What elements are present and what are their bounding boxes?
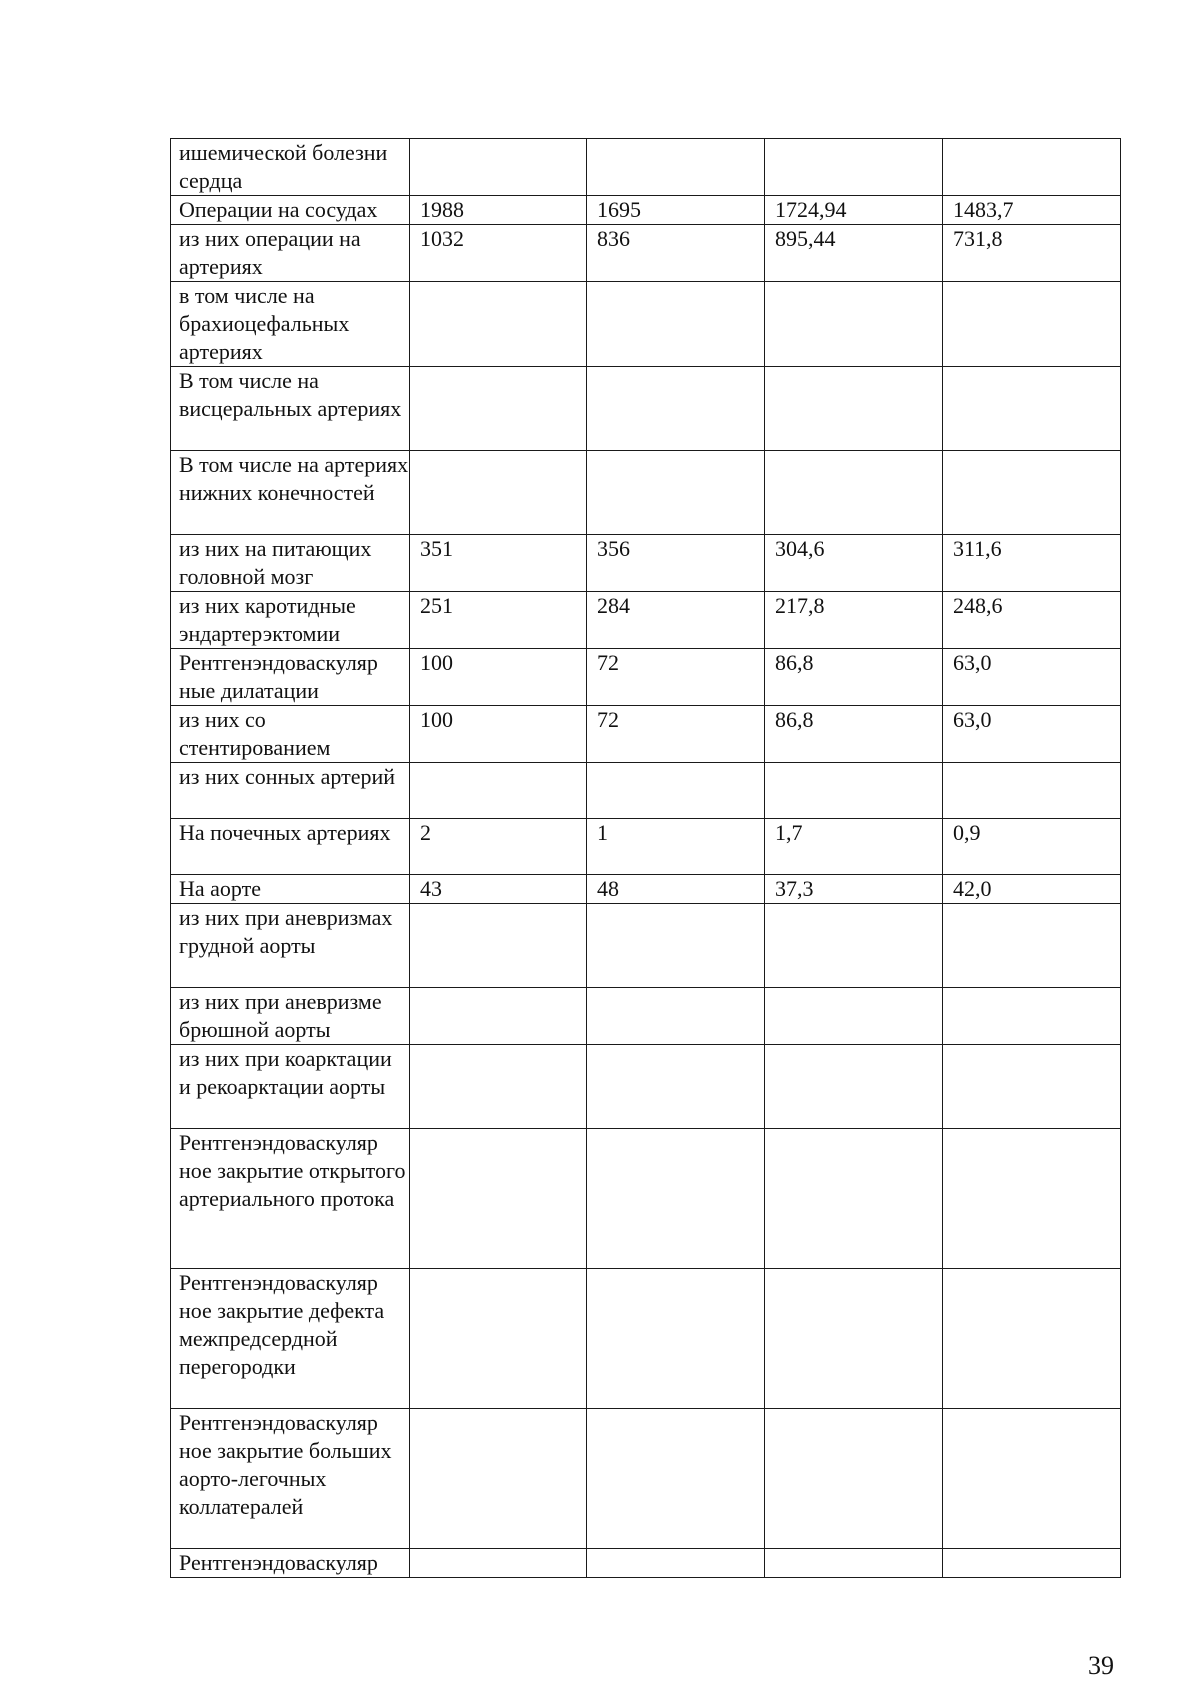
value-cell <box>765 1409 943 1549</box>
value-cell <box>587 367 765 451</box>
row-label: из них при аневризмах грудной аорты <box>171 904 410 988</box>
row-label: Рентгенэндоваскуляр ные дилатации <box>171 649 410 706</box>
row-label: из них сонных артерий <box>171 763 410 819</box>
value-cell: 304,6 <box>765 535 943 592</box>
value-cell <box>943 1549 1121 1578</box>
value-cell <box>587 1549 765 1578</box>
value-cell <box>765 1045 943 1129</box>
value-cell: 63,0 <box>943 649 1121 706</box>
value-cell <box>765 1129 943 1269</box>
row-label: Рентгенэндоваскуляр <box>171 1549 410 1578</box>
value-cell: 731,8 <box>943 225 1121 282</box>
value-cell <box>410 1409 587 1549</box>
value-cell: 1695 <box>587 196 765 225</box>
table-row <box>171 1129 1121 1269</box>
value-cell: 63,0 <box>943 706 1121 763</box>
row-label: На почечных артериях <box>171 819 410 875</box>
value-cell <box>410 1045 587 1129</box>
value-cell <box>943 988 1121 1045</box>
value-cell: 284 <box>587 592 765 649</box>
row-label: В том числе на висцеральных артериях <box>171 367 410 451</box>
value-cell: 251 <box>410 592 587 649</box>
value-cell: 86,8 <box>765 649 943 706</box>
value-cell <box>587 1129 765 1269</box>
value-cell <box>943 1409 1121 1549</box>
table-row <box>171 904 1121 988</box>
value-cell <box>410 282 587 367</box>
value-cell <box>765 988 943 1045</box>
value-cell: 100 <box>410 706 587 763</box>
value-cell <box>587 139 765 196</box>
value-cell: 217,8 <box>765 592 943 649</box>
value-cell: 48 <box>587 875 765 904</box>
value-cell <box>943 139 1121 196</box>
value-cell: 72 <box>587 706 765 763</box>
row-label: в том числе на брахиоцефальных артериях <box>171 282 410 367</box>
row-label: из них каротидные эндартерэктомии <box>171 592 410 649</box>
value-cell <box>410 988 587 1045</box>
table-row <box>171 1045 1121 1129</box>
table-row <box>171 367 1121 451</box>
value-cell: 1 <box>587 819 765 875</box>
value-cell <box>587 1409 765 1549</box>
value-cell <box>765 763 943 819</box>
table-row <box>171 819 1121 875</box>
table-row <box>171 225 1121 282</box>
table-row <box>171 535 1121 592</box>
table-row <box>171 706 1121 763</box>
value-cell <box>587 904 765 988</box>
value-cell <box>587 1045 765 1129</box>
row-label: Рентгенэндоваскуляр ное закрытие открытого артериального протока <box>171 1129 410 1269</box>
value-cell <box>587 763 765 819</box>
table-row <box>171 196 1121 225</box>
table-row <box>171 139 1121 196</box>
value-cell: 2 <box>410 819 587 875</box>
operations-table <box>170 138 1121 1578</box>
value-cell <box>587 451 765 535</box>
table-row <box>171 763 1121 819</box>
value-cell <box>943 1045 1121 1129</box>
value-cell <box>943 1129 1121 1269</box>
value-cell <box>410 1549 587 1578</box>
value-cell <box>410 139 587 196</box>
value-cell: 351 <box>410 535 587 592</box>
value-cell <box>410 367 587 451</box>
value-cell <box>943 1269 1121 1409</box>
value-cell: 836 <box>587 225 765 282</box>
row-label: Рентгенэндоваскуляр ное закрытие больших аорто-легочных коллатералей <box>171 1409 410 1549</box>
value-cell <box>587 1269 765 1409</box>
value-cell: 248,6 <box>943 592 1121 649</box>
table-row <box>171 988 1121 1045</box>
value-cell <box>943 763 1121 819</box>
value-cell <box>943 904 1121 988</box>
value-cell: 43 <box>410 875 587 904</box>
row-label: из них операции на артериях <box>171 225 410 282</box>
value-cell <box>765 1549 943 1578</box>
value-cell: 311,6 <box>943 535 1121 592</box>
row-label: из них со стентированием <box>171 706 410 763</box>
row-label: из них на питающих головной мозг <box>171 535 410 592</box>
row-label: из них при коарктации и рекоарктации аорты <box>171 1045 410 1129</box>
table-body <box>171 139 1121 1578</box>
value-cell: 37,3 <box>765 875 943 904</box>
row-label: ишемической болезни сердца <box>171 139 410 196</box>
table-row <box>171 649 1121 706</box>
value-cell: 42,0 <box>943 875 1121 904</box>
value-cell <box>587 988 765 1045</box>
value-cell <box>943 282 1121 367</box>
value-cell: 1,7 <box>765 819 943 875</box>
value-cell: 86,8 <box>765 706 943 763</box>
table-row <box>171 1409 1121 1549</box>
value-cell <box>765 139 943 196</box>
value-cell <box>943 367 1121 451</box>
value-cell: 0,9 <box>943 819 1121 875</box>
row-label: из них при аневризме брюшной аорты <box>171 988 410 1045</box>
page-number: 39 <box>1088 1651 1114 1680</box>
value-cell <box>587 282 765 367</box>
value-cell <box>943 451 1121 535</box>
row-label: Рентгенэндоваскуляр ное закрытие дефекта межпредсердной перегородки <box>171 1269 410 1409</box>
value-cell <box>410 451 587 535</box>
value-cell <box>765 1269 943 1409</box>
table-row <box>171 282 1121 367</box>
table-row <box>171 875 1121 904</box>
row-label: На аорте <box>171 875 410 904</box>
value-cell <box>765 282 943 367</box>
table-row <box>171 1269 1121 1409</box>
value-cell: 356 <box>587 535 765 592</box>
row-label: В том числе на артериях нижних конечностей <box>171 451 410 535</box>
table-row <box>171 1549 1121 1578</box>
value-cell: 1483,7 <box>943 196 1121 225</box>
value-cell: 895,44 <box>765 225 943 282</box>
value-cell <box>765 367 943 451</box>
value-cell: 1032 <box>410 225 587 282</box>
value-cell: 1988 <box>410 196 587 225</box>
table-row <box>171 451 1121 535</box>
value-cell: 1724,94 <box>765 196 943 225</box>
row-label: Операции на сосудах <box>171 196 410 225</box>
value-cell <box>410 1269 587 1409</box>
value-cell <box>765 904 943 988</box>
value-cell <box>410 1129 587 1269</box>
value-cell: 100 <box>410 649 587 706</box>
value-cell: 72 <box>587 649 765 706</box>
value-cell <box>410 904 587 988</box>
value-cell <box>410 763 587 819</box>
table-row <box>171 592 1121 649</box>
value-cell <box>765 451 943 535</box>
